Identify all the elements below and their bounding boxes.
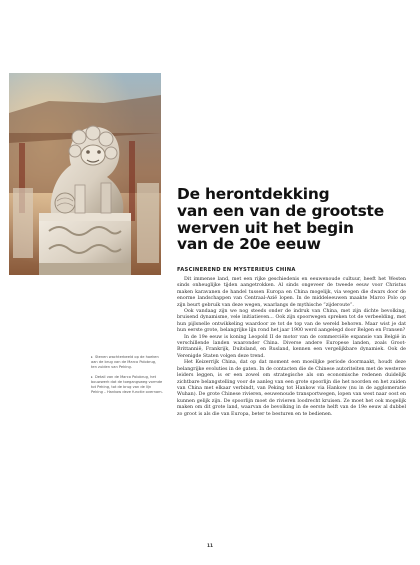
caption-arrow-icon: ▸ bbox=[91, 355, 93, 359]
caption-text: Stenen wachterbeeld op de hoeken aan de brug van de Marco Polobrug, ten zuiden van Peking. bbox=[91, 355, 159, 369]
body-paragraph: Dit immense land, met een rijke geschiedenis en eeuwenoude cultuur, heeft het Westen sinds onheuglijke tijden aangetrokken. Al sinds ongeveer de tweede eeuw voor Christus maken karavanen de handel tussen Europa en China mogelijk, via wegen die dwars door de enorme landschappen van Centraal-Azië lopen. In de middeleeuwen maakte Marco Polo op zijn beurt gebruik van deze wegen, waarlangs de mythische “zijderoute”. bbox=[177, 277, 406, 308]
title-line: van de 20e eeuw bbox=[177, 235, 321, 254]
caption-arrow-icon: ▸ bbox=[91, 375, 93, 379]
lion-statue-photo bbox=[9, 73, 161, 275]
body-paragraph: Het Keizerrijk China, dat op dat moment een moeilijke periode doormaakt, houdt deze belangrijke evoluties in de gaten. In de contacten die de Chinese autoriteiten met de westerse leiders leggen, is er een zowel om strategische als om economische redenen duidelijk zichtbare belangstelling voor de aanleg van een grote spoorlijn die het noorden en het zuiden van China met elkaar verbindt, van Peking tot Hankow via Hankow (nu in de agglomeratie Wuhan). De grote Chinese rivieren, eeuwenoude transportwegen, lopen van west naar oost en kunnen gelijk zijn. De spoorlijn moet de rivieren loodrecht kruisen. Ze moet het ook mogelijk maken om dit grote land, waarvan de bevolking in de eerste helft van de 19e eeuw al dubbel zo groot is als die van Europa, beter te besturen en te bedienen. bbox=[177, 360, 406, 417]
caption bbox=[91, 375, 163, 395]
section-subhead: FASCINEREND EN MYSTERIEUS CHINA bbox=[177, 267, 296, 273]
body-paragraph: In de 19e eeuw is koning Leopold II de motor van de commerciële expansie van België in verschillende landen waaronder China. Diverse andere Europese landen, zoals Groot-Brittannië, Frankrijk, Duitsland, en Rusland, kennen een vergelijkbare dynamiek. Ook de Verenigde Staten volgen deze trend. bbox=[177, 334, 406, 359]
title-line: De herontdekking bbox=[177, 185, 330, 203]
page-number: 11 bbox=[206, 544, 214, 549]
body-paragraph: Ook vandaag zijn we nog steeds onder de indruk van China, met zijn dichte bevolking, bruisend dynamisme, vele initiatieven... Ook zijn spoorwegen spreken tot de verbeelding, met hun pijlsnelle ontwikkeling waardoor ze tot de top van de wereld behoren. Maar wist je dat hun eerste grote, belangrijke lijn rond het jaar 1900 werd aangelegd door Belgen en Fransen? bbox=[177, 309, 406, 334]
article-title bbox=[177, 186, 407, 253]
article-body bbox=[177, 277, 406, 418]
caption-text: Detail van de Marco Polobrug, het bouwwerk dat de toegangsweg vormde tot Peking, tot de brug van de lijn Peking – Hankow deze functie overnam. bbox=[91, 375, 163, 394]
photo-captions bbox=[91, 355, 163, 400]
stone-lion-statue-icon bbox=[9, 73, 161, 275]
caption bbox=[91, 355, 163, 370]
title-line: van een van de grootste bbox=[177, 201, 384, 220]
title-line: werven uit het begin bbox=[177, 218, 354, 237]
